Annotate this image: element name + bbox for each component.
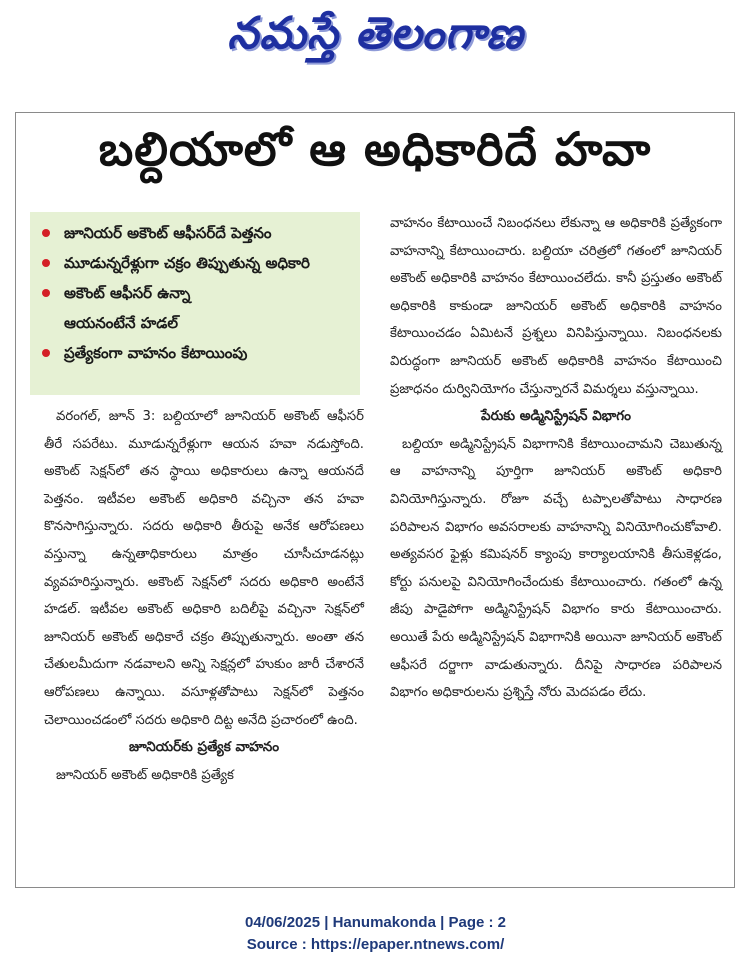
highlight-item — [42, 278, 352, 308]
subheading-admin: పేరుకు అడ్మినిస్ట్రేషన్ విభాగం — [481, 408, 631, 425]
bullet-icon — [42, 349, 50, 357]
right-column — [390, 210, 722, 707]
highlight-text: ఆయనంటేనే హడల్ — [64, 314, 178, 332]
footer-source-line: Source : https://epaper.ntnews.com/ — [246, 936, 505, 953]
left-paragraph-tail: జూనియర్ అకౌంట్ అధికారికి ప్రత్యేక — [56, 767, 234, 783]
highlight-item — [42, 248, 352, 278]
highlight-item — [42, 308, 352, 338]
highlight-text: మూడున్నరేళ్లుగా చక్రం తిప్పుతున్న అధికారి — [64, 254, 310, 272]
source-footer — [0, 912, 751, 956]
left-column — [44, 403, 364, 789]
bullet-icon — [42, 259, 50, 267]
subheading-vehicle: జూనియర్‌కు ప్రత్యేక వాహనం — [128, 739, 280, 756]
right-paragraph-2: బల్దియా అడ్మినిస్ట్రేషన్ విభాగానికి కేటాయించామని చెబుతున్న ఆ వాహనాన్ని పూర్తిగా జూనియర్ అకౌంట్ అధికారి వినియోగిస్తున్నారు. రోజూ వచ్చే టప్పాలతోపాటు సాధారణ పరిపాలన విభాగం అవసరాలకు వాహనాన్ని వినియోగించుకోవాలి. అత్యవసర ఫైళ్లు కమిషనర్ క్యాంపు కార్యాలయానికి తీసుకెళ్లడం, కోర్టు పనులపై వినియోగించేందుకు కేటాయించారు. గతంలో ఉన్న జీపు పాడైపోగా అడ్మినిస్ట్రేషన్ విభాగం కారు కేటాయించారు. అయితే పేరు అడ్మినిస్ట్రేషన్ విభాగానికి అయినా జూనియర్ అకౌంట్ ఆఫీసరే దర్జాగా వాడుతున్నారు. దీనిపై సాధారణ పరిపాలన విభాగం అధికారులను ప్రశ్నిస్తే నోరు మెదపడం లేదు. — [390, 436, 722, 701]
article-headline: బల్దియాలో ఆ అధికారిదే హవా — [98, 122, 652, 176]
highlight-text: అకౌంట్ ఆఫీసర్ ఉన్నా — [64, 284, 191, 302]
bullet-icon — [42, 289, 50, 297]
highlight-text: ప్రత్యేకంగా వాహనం కేటాయింపు — [64, 344, 248, 362]
masthead — [0, 0, 751, 80]
masthead-logo: నమస్తే తెలంగాణ — [227, 8, 524, 59]
highlight-text: జూనియర్ అకౌంట్ ఆఫీసర్‌దే పెత్తనం — [64, 224, 272, 242]
highlight-item — [42, 338, 352, 368]
right-paragraph-1: వాహనం కేటాయించే నిబంధనలు లేకున్నా ఆ అధికారికి ప్రత్యేకంగా వాహనాన్ని కేటాయించారు. బల్దియా చరిత్రలో గతంలో జూనియర్ అకౌంట్ అధికారికి వాహనం కేటాయించలేదు. కానీ ప్రస్తుతం అకౌంట్ అధికారికి కాకుండా జూనియర్ అకౌంట్ అధికారికి వాహనం కేటాయించడం ఏమిటనే ప్రశ్నలు వినిపిస్తున్నాయి. నిబంధనలకు విరుద్ధంగా జూనియర్ అకౌంట్ అధికారికి వాహనం కేటాయించి ప్రజాధనం దుర్వినియోగం చేస్తున్నారనే విమర్శలు వస్తున్నాయి. — [390, 216, 722, 397]
bullet-icon — [42, 229, 50, 237]
left-paragraph: వరంగల్, జూన్ 3: బల్దియాలో జూనియర్ అకౌంట్ ఆఫీసర్ తీరే సపరేటు. మూడున్నరేళ్లుగా ఆయన హవా నడుస్తోంది. అకౌంట్ సెక్షన్‌లో తన స్థాయి అధికారులు ఉన్నా ఆయనదే పెత్తనం. ఇటీవల అకౌంట్ అధికారి వచ్చినా తన హవా కొనసాగిస్తున్నారు. సదరు అధికారి తీరుపై అనేక ఆరోపణలు వస్తున్నా ఉన్నతాధికారులు మాత్రం చూసీచూడనట్లు వ్యవహరిస్తున్నారు. అకౌంట్ సెక్షన్‌లో సదరు అధికారి అంటేనే హడల్. ఇటీవల అకౌంట్ అధికారి బదిలీపై వచ్చినా సెక్షన్‌లో జూనియర్ అకౌంట్ అధికారే చక్రం తిప్పుతున్నారు. అంతా తన చేతులమీదుగా నడవాలని అన్ని సెక్షన్లలో హుకుం జారీ చేశారనే ఆరోపణలు ఉన్నాయి. వసూళ్లతోపాటు సెక్షన్‌లో పెత్తనం చెలాయించడంలో సదరు అధికారి దిట్ట అనేది ప్రచారంలో ఉంది. — [44, 409, 364, 728]
highlight-item — [42, 218, 352, 248]
footer-date-line: 04/06/2025 | Hanumakonda | Page : 2 — [244, 914, 506, 931]
highlights-box — [30, 212, 360, 395]
